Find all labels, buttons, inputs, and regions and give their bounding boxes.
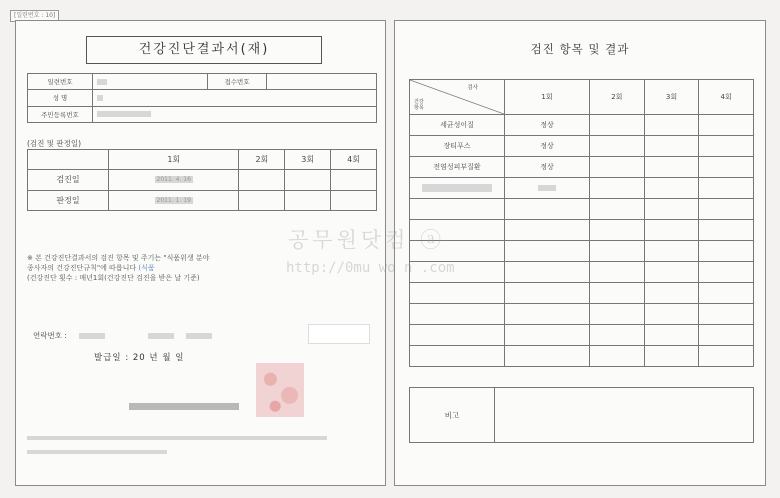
serial-value (93, 74, 208, 90)
exam-date-value: 2011. 4. 16 (109, 170, 239, 190)
footer-line-1 (27, 435, 327, 441)
blank-box (308, 324, 370, 344)
resident-label: 주민등록번호 (28, 106, 93, 122)
name-value (93, 90, 377, 106)
serial-stamp: [일련번호 : 10] (10, 10, 59, 22)
table-row (410, 178, 754, 199)
table-row (410, 220, 754, 241)
result-col-3: 3회 (644, 80, 699, 115)
watermark-url: http://0mu wo n .com (286, 260, 455, 276)
certificate-title: 건강진단결과서(재) (86, 36, 322, 64)
exam-dates-table (27, 149, 377, 211)
table-row (410, 241, 754, 262)
remarks-value (495, 388, 754, 443)
issue-date: 발급일 : 20 년 월 일 (94, 353, 185, 363)
date-col-1: 1회 (109, 150, 239, 170)
table-row (410, 346, 754, 367)
date-col-3: 3회 (285, 150, 331, 170)
judge-date-value: 2011. 1. 19 (109, 190, 239, 210)
certificate-right-page (394, 20, 766, 486)
remarks-label: 비고 (410, 388, 495, 443)
table-row (410, 262, 754, 283)
issuer-name-redacted (129, 396, 239, 415)
remarks-table (409, 387, 754, 443)
diagonal-header: 검사 건강 항목 (410, 80, 505, 115)
official-seal (256, 363, 304, 417)
receipt-label: 접수번호 (208, 74, 267, 90)
date-col-4: 4회 (331, 150, 377, 170)
table-row (410, 325, 754, 346)
result-col-2: 2회 (590, 80, 645, 115)
results-table (409, 79, 754, 367)
result-col-1: 1회 (505, 80, 590, 115)
table-row: 장티푸스 정상 (410, 136, 754, 157)
table-row (410, 199, 754, 220)
table-row: 세균성이질 정상 (410, 115, 754, 136)
table-row: 전염성피부질환 정상 (410, 157, 754, 178)
name-label: 성 명 (28, 90, 93, 106)
table-row (410, 283, 754, 304)
serial-label: 일련번호 (28, 74, 93, 90)
personal-info-table (27, 73, 377, 123)
receipt-value (267, 74, 377, 90)
footer-line-2 (27, 449, 167, 455)
notice-text: ※ 본 건강진단결과서의 검진 항목 및 주기는 "식품위생 분야 종사자의 건강진단규칙"에 따릅니다 (식품 (건강진단 횟수 : 매년1회(건강진단 검진을 받은 날 기준) (27, 254, 210, 282)
exam-dates-label: (검진 및 판정일) (27, 139, 82, 148)
results-title: 검진 항목 및 결과 (530, 42, 630, 56)
exam-date-label: 검진일 (28, 170, 109, 190)
watermark-text: 공무원닷컴 ⓐ (288, 228, 446, 252)
resident-value (93, 106, 377, 122)
contact-number: 연락번호 : (33, 330, 212, 341)
judge-date-label: 판정일 (28, 190, 109, 210)
result-col-4: 4회 (699, 80, 754, 115)
table-row (410, 304, 754, 325)
date-col-2: 2회 (239, 150, 285, 170)
